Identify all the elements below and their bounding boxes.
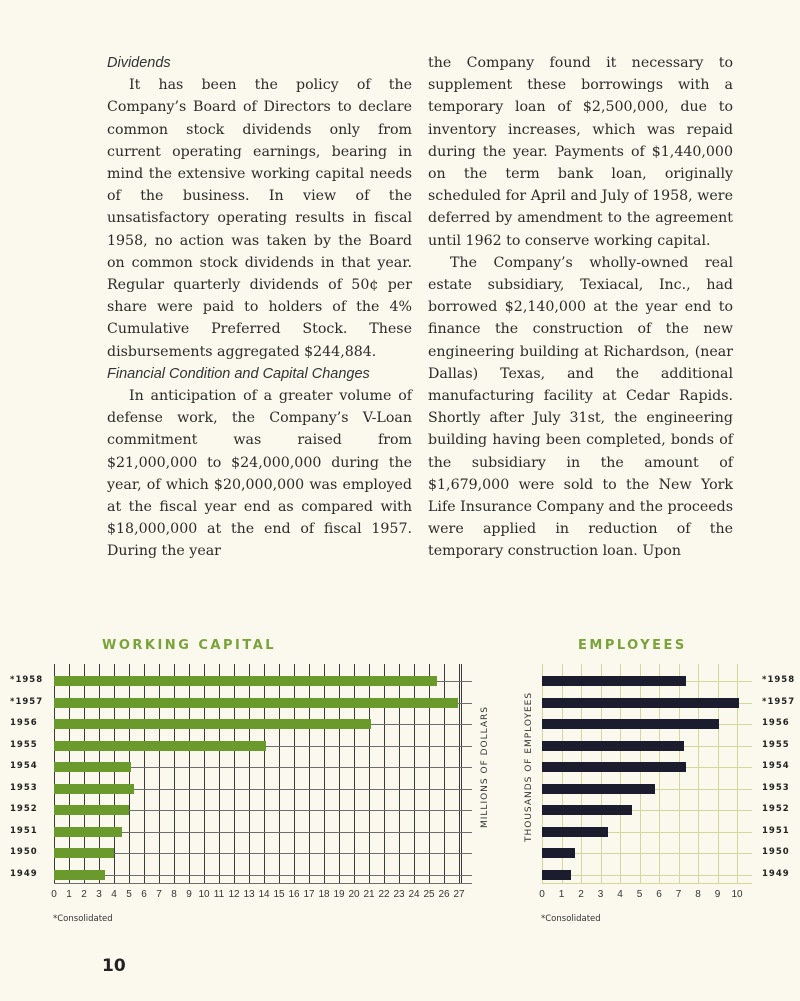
- x-tick-label: 8: [171, 889, 177, 900]
- x-tick-label: 7: [156, 889, 162, 900]
- x-tick-label: 1: [558, 889, 565, 900]
- page-number: 10: [102, 956, 126, 976]
- bar-1951: [542, 827, 608, 837]
- bar-1957: [542, 698, 739, 708]
- footnote: *Consolidated: [541, 914, 601, 924]
- year-label: 1953: [10, 782, 38, 793]
- x-tick-label: 10: [731, 889, 743, 900]
- x-tick-label: 22: [378, 889, 390, 900]
- x-axis-line: [542, 883, 752, 884]
- grid-vline: [459, 664, 460, 883]
- heading-dividends: Dividends: [107, 55, 171, 71]
- right-text-column: [428, 52, 733, 563]
- x-tick-label: 3: [597, 889, 604, 900]
- bar-1952: [542, 805, 632, 815]
- year-label: 1955: [762, 739, 790, 750]
- bar-1954: [54, 762, 131, 772]
- x-tick-label: 13: [243, 889, 255, 900]
- year-label: *1958: [762, 675, 796, 685]
- grid-hline: [54, 875, 472, 876]
- x-tick-label: 19: [333, 889, 345, 900]
- right-paragraph-1: the Company found it necessary to supplement these borrowings with a temporary loan of $2,500,000, due to inventory increases, which was repaid during the year. Payments of $1,440,000 on the term bank loan, originally scheduled for April and July of 1958, were deferred by amendment to the agreement until 1962 to conserve working capital.: [428, 55, 733, 249]
- bar-1952: [54, 805, 129, 815]
- x-tick-label: 9: [714, 889, 721, 900]
- x-tick-label: 15: [273, 889, 285, 900]
- x-tick-label: 5: [636, 889, 643, 900]
- x-tick-label: 17: [303, 889, 315, 900]
- year-label: 1955: [10, 739, 38, 750]
- x-tick-label: 23: [393, 889, 405, 900]
- x-tick-label: 18: [318, 889, 330, 900]
- dividends-paragraph: It has been the policy of the Company’s Board of Directors to declare common stock dividends only from current operating earnings, bearing in mind the extensive working capital needs of the business. In view of the unsatisfactory operating results in fiscal 1958, no action was taken by the Board on common stock dividends in that year. Regular quarterly dividends of 50¢ per share were paid to holders of the 4% Cumulative Preferred Stock. These disbursements aggregated $244,884.: [107, 77, 412, 360]
- year-label: 1951: [762, 825, 790, 836]
- bar-1958: [542, 676, 686, 686]
- year-label: 1953: [762, 782, 790, 793]
- x-tick-label: 11: [213, 889, 225, 900]
- year-label: 1951: [10, 825, 38, 836]
- axis-unit-label: THOUSANDS OF EMPLOYEES: [524, 691, 534, 842]
- grid-hline: [542, 875, 752, 876]
- x-tick-label: 10: [198, 889, 210, 900]
- bar-1955: [542, 741, 684, 751]
- heading-financial-condition: Financial Condition and Capital Changes: [107, 365, 370, 382]
- grid-vline: [461, 664, 462, 883]
- year-label: 1949: [10, 868, 38, 879]
- bar-1958: [54, 676, 437, 686]
- x-tick-label: 27: [453, 889, 465, 900]
- bar-1953: [54, 784, 134, 794]
- year-label: 1954: [762, 761, 790, 771]
- bar-1956: [542, 719, 719, 729]
- grid-hline: [54, 853, 472, 854]
- year-label: 1952: [10, 804, 38, 814]
- year-label: 1954: [10, 761, 38, 771]
- year-label: *1957: [10, 696, 44, 707]
- bar-1951: [54, 827, 122, 837]
- right-paragraph-2: The Company’s wholly-owned real estate subsidiary, Texiacal, Inc., had borrowed $2,140,000 at the year end to finance the construction of the new engineering building at Richardson, (near Dallas) Texas, and the additional manufacturing facility at Cedar Rapids. Shortly after July 31st, the engineering building having been completed, bonds of the subsidiary in the amount of $1,679,000 were sold to the New York Life Insurance Company and the proceeds were applied in reduction of the temporary construction loan. Upon: [428, 254, 733, 560]
- x-tick-label: 20: [348, 889, 360, 900]
- x-tick-label: 14: [258, 889, 270, 900]
- x-tick-label: 4: [111, 889, 117, 900]
- bar-1950: [542, 848, 575, 858]
- bar-1949: [54, 870, 105, 880]
- x-tick-label: 6: [656, 889, 662, 900]
- x-tick-label: 6: [141, 889, 147, 900]
- x-tick-label: 25: [423, 889, 435, 900]
- bar-1949: [542, 870, 571, 880]
- x-tick-label: 2: [578, 889, 584, 900]
- x-tick-label: 0: [51, 889, 57, 900]
- bar-1955: [54, 741, 266, 751]
- x-tick-label: 26: [438, 889, 450, 900]
- year-label: 1950: [762, 847, 790, 857]
- x-tick-label: 21: [363, 889, 375, 900]
- footnote: *Consolidated: [53, 914, 113, 924]
- year-label: 1956: [10, 718, 38, 728]
- x-tick-label: 0: [539, 889, 545, 900]
- year-label: *1957: [762, 696, 796, 707]
- axis-unit-label: MILLIONS OF DOLLARS: [480, 706, 490, 828]
- bar-1956: [54, 719, 371, 729]
- x-axis-line: [54, 883, 472, 884]
- x-tick-label: 2: [81, 889, 87, 900]
- bar-1954: [542, 762, 686, 772]
- x-tick-label: 3: [96, 889, 102, 900]
- x-tick-label: 24: [408, 889, 420, 900]
- x-tick-label: 7: [675, 889, 682, 900]
- year-label: *1958: [10, 675, 44, 685]
- left-text-column: [107, 52, 412, 563]
- x-tick-label: 12: [228, 889, 240, 900]
- year-label: 1952: [762, 804, 790, 814]
- bar-1953: [542, 784, 655, 794]
- year-label: 1956: [762, 718, 790, 728]
- x-tick-label: 1: [66, 889, 72, 900]
- x-tick-label: 5: [126, 889, 132, 900]
- financial-paragraph: In anticipation of a greater volume of defense work, the Company’s V-Loan commitment was raised from $21,000,000 to $24,000,000 during the year, of which $20,000,000 was employed at the fiscal year end as compared with $18,000,000 at the end of fiscal 1957. During the year: [107, 388, 412, 560]
- chart-title: EMPLOYEES: [578, 638, 687, 653]
- chart-title: WORKING CAPITAL: [102, 638, 277, 653]
- year-label: 1950: [10, 847, 38, 857]
- x-tick-label: 16: [288, 889, 300, 900]
- x-tick-label: 8: [695, 889, 701, 900]
- x-tick-label: 9: [186, 889, 192, 900]
- bar-1957: [54, 698, 458, 708]
- bar-1950: [54, 848, 114, 858]
- x-tick-label: 4: [617, 889, 623, 900]
- year-label: 1949: [762, 868, 790, 879]
